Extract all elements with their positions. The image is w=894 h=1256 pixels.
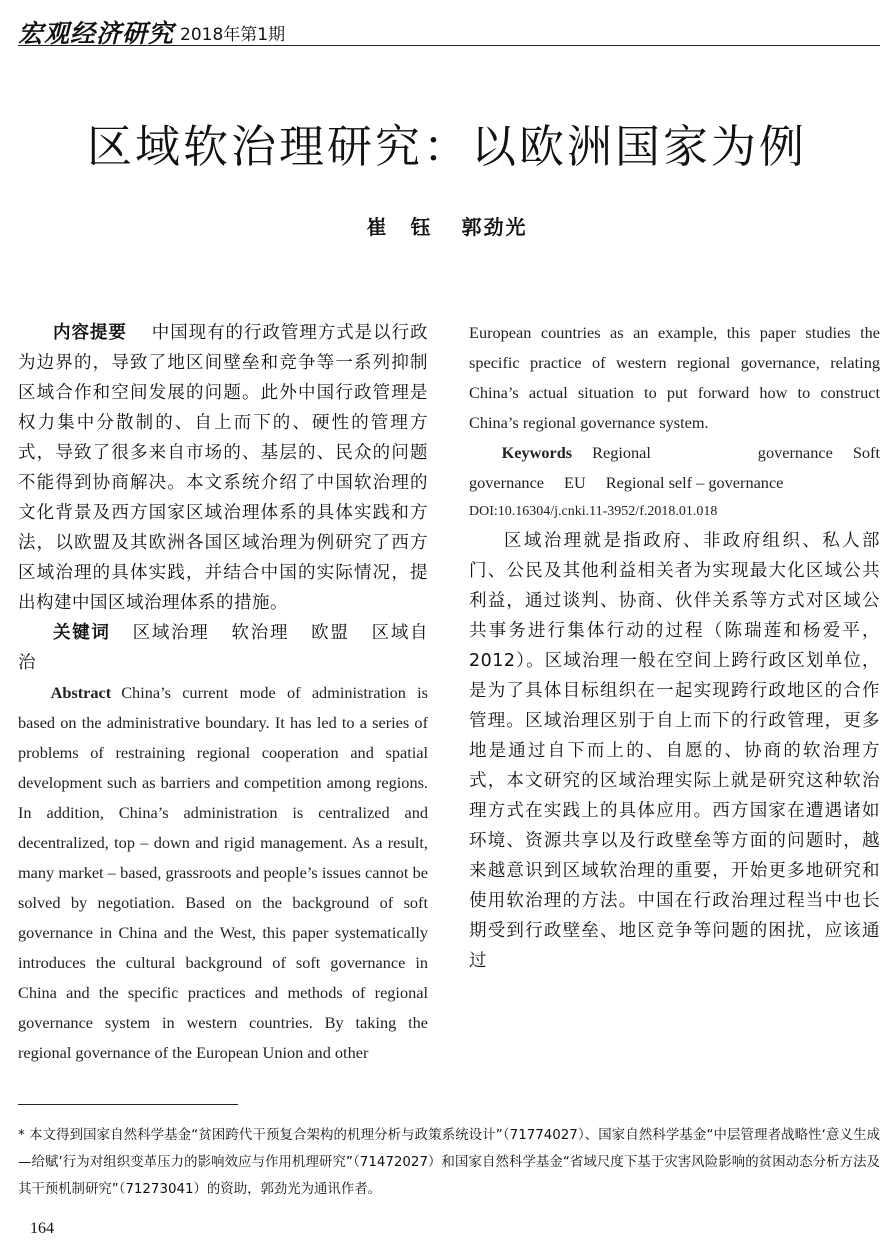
keyword-en: Regional governance [592,443,833,462]
english-keywords [469,438,880,498]
journal-name: 宏观经济研究 [18,19,175,48]
english-abstract [18,678,428,1068]
keywords-en-label: Keywords [501,443,573,462]
abstract-text: 中国现有的行政管理方式是以行政为边界的，导致了地区间壁垒和竞争等一系列抑制区域合作和空间发展的问题。此外中国行政管理是权力集中分散制的、自上而下的、硬性的管理方式，导致了很多来自市场的、基层的、民众的问题不能得到协商解决。本文系统介绍了中国软治理的文化背景及西方国家区域治理体系的具体实践和方法，以欧盟及其欧洲各国区域治理为例研究了西方区域治理的具体实践，并结合中国的实际情况，提出构建中国区域治理体系的措施。 [18,323,429,613]
footnote-divider [18,1104,238,1105]
keyword-en: EU [564,473,586,492]
keywords-label: 关键词 [53,623,111,643]
keyword-en: Regional self – governance [605,473,784,492]
issue-label: 2018年第1期 [180,25,286,45]
keyword: 区域自治 [18,623,429,673]
abstract-label: 内容提要 [53,323,127,343]
right-column [469,318,880,976]
chinese-keywords [18,618,428,678]
abstract-en-label: Abstract [50,683,112,702]
author-name: 崔 钰 [366,215,433,239]
author-list [0,211,894,240]
doi: DOI:10.16304/j.cnki.11-3952/f.2018.01.018 [469,504,718,519]
paper-title: 区域软治理研究：以欧洲国家为例 [86,120,807,173]
page-number: 164 [30,1220,54,1237]
running-header [18,14,880,46]
english-abstract-continued: European countries as an example, this paper studies the specific practice of western regional governance, relating China’s actual situation to put forward how to construct China’s regional governance system. [469,323,880,432]
author-name: 郭劲光 [461,215,528,239]
keyword: 软治理 [231,623,290,643]
left-column [18,318,428,1068]
keyword: 欧盟 [311,623,350,643]
keyword: 区域治理 [132,623,210,643]
keyword-en: Soft governance [469,443,880,492]
chinese-abstract [18,318,428,618]
footnote: * 本文得到国家自然科学基金“贫困跨代干预复合架构的机理分析与政策系统设计”（71774027）、国家自然科学基金“中层管理者战略性‘意义生成—给赋’行为对组织变革压力的影响效应与作用机理研究”（71472027）和国家自然科学基金“省域尺度下基于灾害风险影响的贫困动态分析方法及其干预机制研究”（71273041）的资助，郭劲光为通讯作者。 [18,1128,880,1197]
body-paragraph: 区域治理就是指政府、非政府组织、私人部门、公民及其他利益相关者为实现最大化区域公共利益，通过谈判、协商、伙伴关系等方式对区域公共事务进行集体行动的过程（陈瑞莲和杨爱平，2012）。区域治理一般在空间上跨行政区划单位，是为了具体目标组织在一起实现跨行政地区的合作管理。区域治理区别于自上而下的行政管理，更多地是通过自下而上的、自愿的、协商的软治理方式，本文研究的区域治理实际上就是研究这种软治理方式在实践上的具体应用。西方国家在遭遇诸如环境、资源共享以及行政壁垒等方面的问题时，越来越意识到区域软治理的重要，开始更多地研究和使用软治理的方法。中国在行政治理过程当中也长期受到行政壁垒、地区竞争等问题的困扰，应该通过 [469,531,880,971]
abstract-en-text: China’s current mode of administration is based on the administrative boundary. It has led to a series of problems of restraining regional cooperation and spatial development such as barriers and competition among regions. In addition, China’s administration is centralized and decentralized, top – down and rigid management. As a result, many market – based, grassroots and people’s issues cannot be solved by negotiation. Based on the background of soft governance in China and the West, this paper systematically introduces the cultural background of soft governance in China and the specific practices and methods of regional governance system in western countries. By taking the regional governance of the European Union and other [18,683,428,1062]
